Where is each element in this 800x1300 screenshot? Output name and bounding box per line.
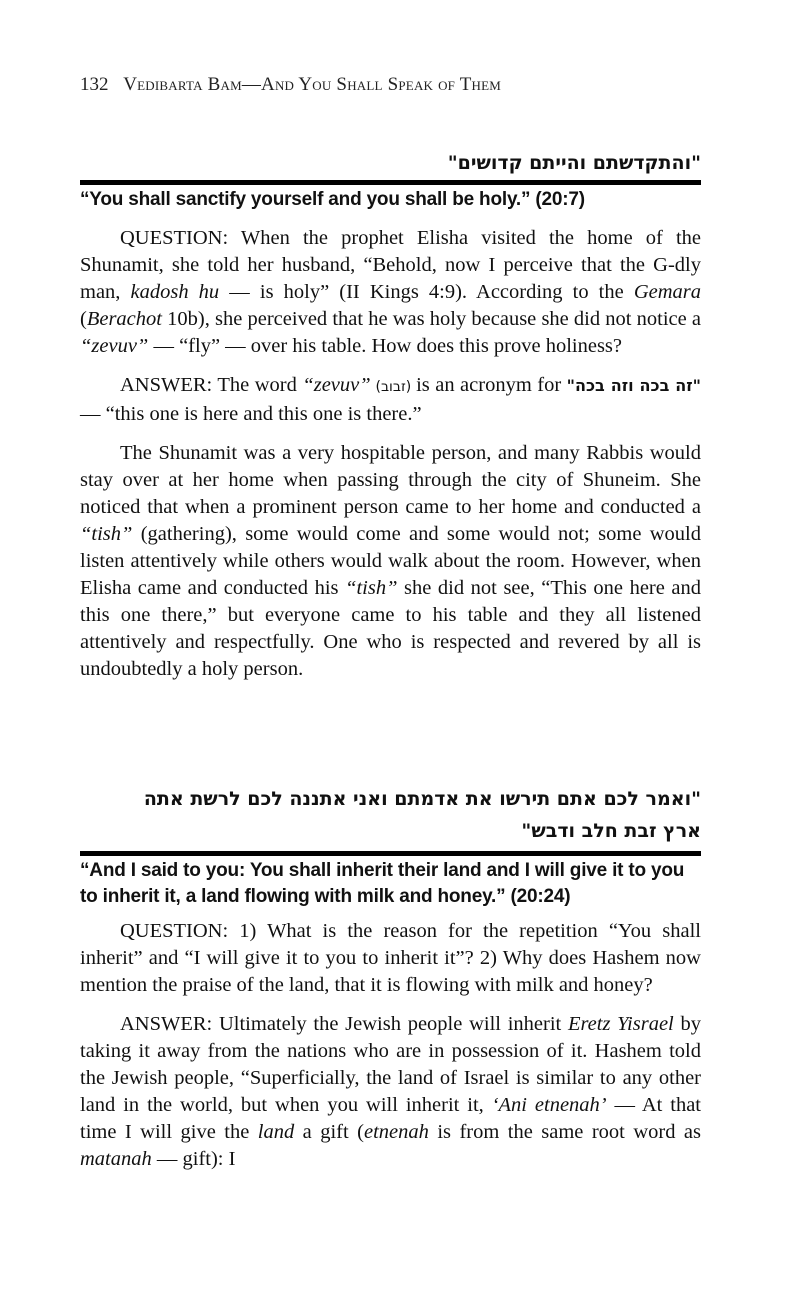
hebrew-heading-line: ארץ זבת חלב ודבש" [521, 820, 701, 842]
english-verse-heading: “You shall sanctify yourself and you shall be holy.” (20:7) [80, 189, 585, 210]
hebrew-verse-heading [80, 783, 701, 847]
heading-rule [80, 180, 701, 185]
question-paragraph: QUESTION: When the prophet Elisha visited the home of the Shunamit, she told her husband, “Behold, now I perceive that the G-dly man, kadosh hu — is holy” (II Kings 4:9). According to the Gemara (Berachot 10b), she perceived that he was holy because she did not notice a “zevuv” — “fly” — over his table. How does this prove holiness? [80, 227, 701, 357]
section-sanctify [80, 150, 701, 683]
answer-paragraph: ANSWER: The word “zevuv” (זבוב) is an acronym for "זה בכה וזה בכה" — “this one is here and this one is there.” [80, 374, 702, 425]
hebrew-verse-heading: "והתקדשתם והייתם קדושים" [447, 152, 701, 174]
english-verse-heading: “And I said to you: You shall inherit their land and I will give it to you to inherit it, a land flowing with milk and honey.” (20:24) [80, 860, 685, 907]
running-head [80, 74, 501, 96]
book-title: Vedibarta Bam—And You Shall Speak of Them [123, 74, 501, 95]
question-paragraph: QUESTION: 1) What is the reason for the repetition “You shall inherit” and “I will give it to you to inherit it”? 2) Why does Hashem now mention the praise of the land, that it is flowing with milk and honey? [80, 920, 701, 996]
explanation-paragraph: The Shunamit was a very hospitable person, and many Rabbis would stay over at her home when passing through the city of Shuneim. She noticed that when a prominent person came to her home and conducted a “tish” (gathering), some would come and some would not; some would listen attentively while others would walk about the room. However, when Elisha came and conducted his “tish” she did not see, “This one here and this one there,” but everyone came to his table and they all listened attentively and respectfully. One who is respected and revered by all is undoubtedly a holy person. [80, 442, 702, 680]
hebrew-heading-line: "ואמר לכם אתם תירשו את אדמתם ואני אתננה לכם לרשת אתה [143, 788, 701, 810]
heading-rule [80, 851, 701, 856]
section-inherit [80, 783, 701, 1173]
answer-paragraph: ANSWER: Ultimately the Jewish people will inherit Eretz Yisrael by taking it away from the nations who are in possession of it. Hashem told the Jewish people, “Superficially, the land of Israel is similar to any other land in the world, but when you will inherit it, ‘Ani etnenah’ — At that time I will give the land a gift (etnenah is from the same root word as matanah — gift): I [80, 1013, 702, 1170]
page-number: 132 [80, 74, 109, 95]
